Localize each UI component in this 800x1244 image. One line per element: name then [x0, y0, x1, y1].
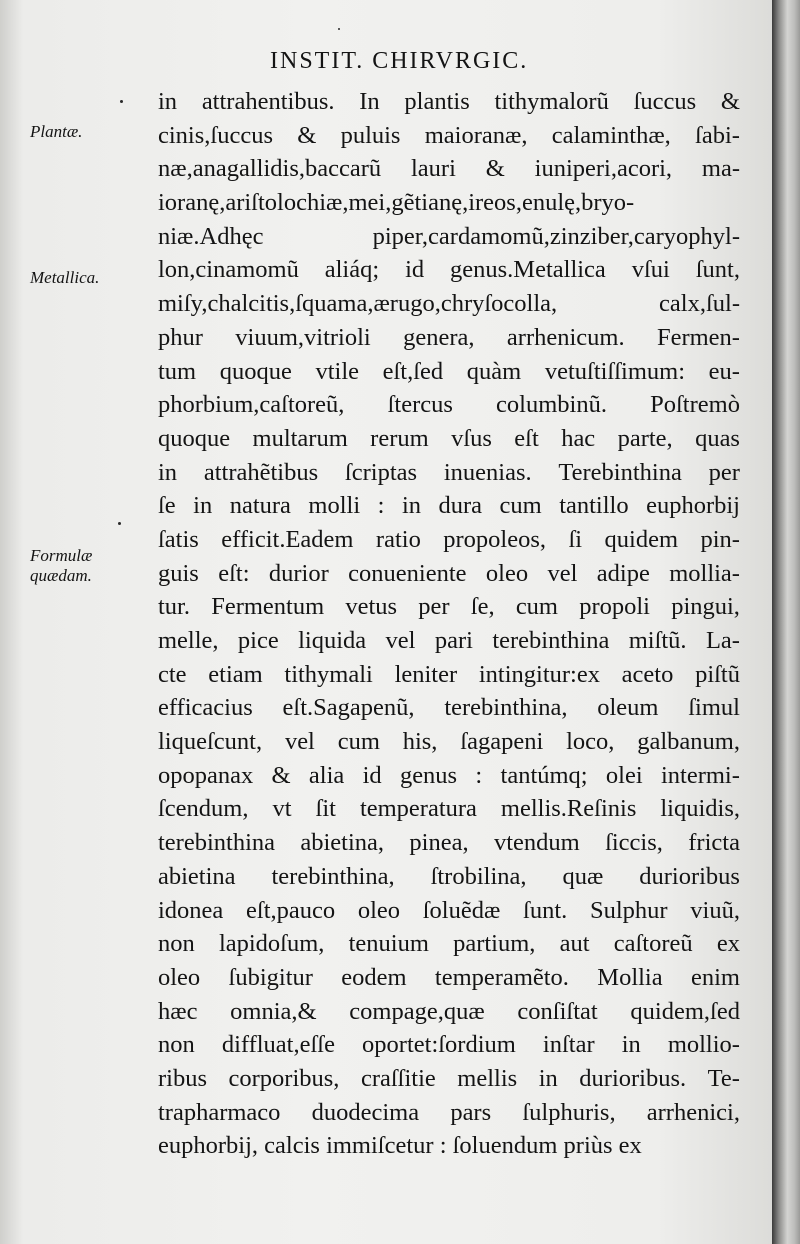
word: hac — [561, 424, 596, 452]
word: oleo — [158, 963, 201, 991]
text-line — [158, 489, 740, 523]
text-line — [158, 422, 740, 456]
page-gutter-edge — [772, 0, 800, 1244]
word: temperatura — [359, 795, 477, 823]
word: per — [418, 593, 450, 621]
word: durioribus. — [579, 1064, 687, 1092]
word: eſt,pauco — [246, 896, 336, 924]
word: puluis — [340, 121, 401, 149]
word: vel — [385, 627, 416, 654]
word: ſubigitur — [228, 963, 313, 991]
word: : — [377, 492, 385, 520]
word: oportet:ſordium — [362, 1031, 516, 1059]
word: iuniperi,acori, — [534, 155, 673, 183]
word: conueniente — [348, 559, 467, 587]
word: liqueſcunt, — [158, 728, 263, 756]
word: aut — [559, 930, 590, 958]
word: immiſcetur — [326, 1132, 440, 1160]
text-line — [158, 1062, 740, 1096]
word: quidem,ſed — [630, 997, 740, 1025]
word: La- — [705, 627, 740, 654]
word: in — [193, 492, 213, 520]
word: molli — [308, 492, 361, 520]
ink-speck — [120, 100, 123, 103]
word: loco, — [566, 728, 615, 756]
word: vſui — [631, 256, 670, 284]
word: miſtũ. — [628, 627, 687, 654]
word: eodem — [341, 963, 407, 991]
word: duodecima — [311, 1098, 420, 1126]
word: ſtercus — [387, 391, 453, 419]
word: tithymali — [284, 660, 373, 688]
word: tantúmq; — [500, 761, 588, 789]
word: rerum — [370, 424, 429, 452]
word: miſy,chalcitis,ſquama,ærugo,chryſocolla, — [158, 290, 558, 318]
word: pars — [450, 1098, 492, 1126]
word: non — [158, 1031, 195, 1059]
word: trapharmaco — [158, 1098, 281, 1126]
word: eu- — [708, 357, 740, 385]
word: Sulphur — [589, 896, 668, 924]
word: ſagapeni — [460, 728, 544, 756]
word: opopanax — [158, 761, 254, 789]
word: genera, — [403, 323, 475, 351]
word: ex — [716, 930, 740, 958]
word: lon,cinamomũ — [158, 256, 299, 284]
word: cum — [515, 593, 558, 621]
word: olei — [605, 761, 643, 789]
word: pingui, — [671, 593, 740, 621]
word: calaminthæ, — [551, 121, 671, 149]
word: Fermentum — [211, 593, 325, 621]
word: ſcriptas — [344, 458, 418, 486]
word: efficacius — [158, 694, 253, 722]
text-line — [158, 590, 740, 624]
word: næ,anagallidis,baccarũ — [158, 155, 382, 183]
word: ſe — [158, 492, 176, 520]
word: ioranę,ariſtolochiæ,mei,gẽtianę,ireos,enulę,bryo- — [158, 189, 635, 217]
word: tum — [158, 357, 197, 385]
text-line — [158, 658, 740, 692]
word: pinea, — [409, 829, 469, 857]
word: his, — [402, 728, 438, 756]
word: Terebinthina — [558, 458, 682, 486]
marginal-note-line: quædam. — [30, 566, 92, 585]
text-line — [158, 287, 740, 321]
word: id — [362, 761, 382, 789]
word: mollio- — [667, 1031, 740, 1059]
word: ſi — [568, 525, 583, 553]
word: fricta — [688, 829, 740, 857]
word: aceto — [621, 660, 674, 688]
text-line — [158, 995, 740, 1029]
word: vetuſtiſſimum: — [544, 357, 686, 385]
text-line — [158, 927, 740, 961]
word: ſabi- — [695, 121, 740, 149]
word: liquidis, — [660, 795, 740, 823]
word: ſtrobilina, — [430, 862, 527, 890]
word: euphorbij, — [158, 1132, 265, 1160]
word: ſit — [315, 795, 336, 823]
marginal-note-metallica — [30, 268, 148, 288]
word: enim — [690, 963, 740, 991]
word: terebinthina, — [444, 694, 568, 722]
word: : — [439, 1132, 453, 1160]
word: & — [297, 121, 317, 149]
word: ſunt, — [695, 256, 740, 284]
word: vtendum — [493, 829, 580, 857]
word: leniter — [394, 660, 458, 688]
text-line — [158, 253, 740, 287]
word: inſtar — [542, 1031, 595, 1059]
word: priùs — [563, 1132, 619, 1160]
text-line — [158, 388, 740, 422]
word: compage,quæ — [349, 997, 485, 1025]
word: per — [708, 458, 740, 486]
word: & — [720, 88, 740, 115]
word: vt — [272, 795, 292, 823]
word: ſcendum, — [158, 795, 249, 823]
word: quoque — [219, 357, 292, 385]
word: dura — [438, 492, 483, 520]
word: caſtoreũ — [613, 930, 693, 958]
word: Poſtremò — [650, 391, 740, 419]
word: attrahentibus. — [201, 88, 335, 115]
word: mellis — [457, 1064, 518, 1092]
word: piper,cardamomũ,zinziber,caryophyl- — [372, 222, 740, 250]
word: diffluat,eſſe — [221, 1031, 335, 1059]
word: Mollia — [597, 963, 663, 991]
word: quidem — [604, 525, 679, 553]
word: ſiccis, — [605, 829, 663, 857]
word: eſt.Sagapenũ, — [282, 694, 415, 722]
word: terebinthina, — [271, 862, 395, 890]
word: ſe, — [470, 593, 495, 621]
word: vetus — [345, 593, 398, 621]
ink-speck — [338, 28, 340, 30]
word: efficit.Eadem — [221, 525, 354, 553]
word: piſtũ — [695, 660, 740, 688]
word: temperamẽto. — [434, 963, 569, 991]
word: euphorbij — [646, 492, 740, 520]
word: ſuccus — [633, 88, 697, 115]
word: terebinthina — [158, 829, 276, 857]
word: galbanum, — [637, 728, 740, 756]
word: arrhenici, — [646, 1098, 740, 1126]
text-line — [158, 759, 740, 793]
word: multarum — [252, 424, 348, 452]
marginal-note-formulae — [30, 546, 148, 586]
text-line — [158, 894, 740, 928]
text-line — [158, 725, 740, 759]
word: vel — [547, 559, 578, 587]
word: eſt — [514, 424, 539, 452]
marginal-note-line: Metallica. — [30, 268, 100, 287]
word: columbinũ. — [496, 391, 607, 419]
text-line — [158, 321, 740, 355]
word: idonea — [158, 896, 224, 924]
marginal-note-line: Formulæ — [30, 546, 93, 565]
word: adipe — [596, 559, 650, 587]
text-line — [158, 624, 740, 658]
word: abietina — [158, 862, 236, 890]
word: maioranæ, — [424, 121, 528, 149]
word: : — [475, 761, 483, 789]
text-line — [158, 456, 740, 490]
word: tenuium — [348, 930, 429, 958]
word: ſoluẽdæ — [422, 896, 501, 924]
word: intingitur:ex — [478, 660, 600, 688]
text-line — [158, 355, 740, 389]
word: omnia,& — [230, 997, 317, 1025]
word: genus.Metallica — [450, 256, 606, 284]
word: calx,ſul- — [659, 290, 740, 318]
text-line — [158, 523, 740, 557]
word: ſulphuris, — [522, 1098, 616, 1126]
word: conſiſtat — [517, 997, 598, 1025]
word: & — [485, 155, 505, 183]
word: parte, — [617, 424, 673, 452]
word: durior — [268, 559, 329, 587]
word: vel — [284, 728, 315, 756]
text-line — [158, 826, 740, 860]
word: in — [538, 1064, 558, 1092]
word: cum — [337, 728, 380, 756]
text-line — [158, 557, 740, 591]
word: natura — [229, 492, 291, 520]
word: viuum,vitrioli — [235, 323, 371, 351]
word: ſatis — [158, 525, 199, 553]
ink-speck — [118, 522, 121, 525]
word: lapidoſum, — [218, 930, 325, 958]
word: in — [621, 1031, 641, 1059]
text-line — [158, 860, 740, 894]
word: phur — [158, 323, 203, 351]
word: durioribus — [639, 862, 740, 890]
word: craſſitie — [360, 1064, 436, 1092]
word: phorbium,caſtoreũ, — [158, 391, 345, 419]
text-line — [158, 792, 740, 826]
word: oleo — [485, 559, 529, 587]
word: mellis.Reſinis — [500, 795, 637, 823]
word: hæc — [158, 997, 198, 1025]
text-line — [158, 152, 740, 186]
word: aliáq; — [324, 256, 380, 284]
word: quàm — [466, 357, 522, 385]
word: cum — [499, 492, 542, 520]
word: genus — [399, 761, 458, 789]
word: propoleos, — [443, 525, 547, 553]
text-line — [158, 186, 740, 220]
word: liquida — [298, 627, 367, 654]
text-line — [158, 961, 740, 995]
word: cte — [158, 660, 187, 688]
word: Te- — [707, 1064, 740, 1092]
word: terebinthina — [492, 627, 610, 654]
word: attrahẽtibus — [203, 458, 319, 486]
word: id — [405, 256, 425, 284]
word: & — [271, 761, 291, 789]
word: partium, — [453, 930, 536, 958]
word: eſt: — [218, 559, 250, 587]
word: viuũ, — [690, 896, 740, 924]
word: pice — [237, 627, 279, 654]
word: corporibus, — [228, 1064, 340, 1092]
text-line — [158, 691, 740, 725]
word: melle, — [158, 627, 219, 654]
word: niæ.Adhęc — [158, 222, 264, 250]
word: alia — [308, 761, 345, 789]
word: cinis,ſuccus — [158, 121, 273, 149]
word: propoli — [579, 593, 650, 621]
text-line — [158, 1096, 740, 1130]
word: ſimul — [688, 694, 740, 722]
word: tur. — [158, 593, 190, 621]
word: in — [401, 492, 421, 520]
text-line — [158, 119, 740, 153]
word: etiam — [208, 660, 263, 688]
word: in — [158, 88, 178, 115]
word: lauri — [410, 155, 456, 183]
word: ex — [618, 1132, 642, 1160]
running-head: INSTIT. CHIRVRGIC. — [270, 48, 529, 74]
word: in — [158, 458, 178, 486]
word: oleo — [357, 896, 401, 924]
text-line — [158, 1129, 740, 1163]
word: ribus — [158, 1064, 207, 1092]
word: pin- — [700, 525, 740, 553]
word: abietina, — [300, 829, 385, 857]
word: mollia- — [669, 559, 740, 587]
word: In — [359, 88, 380, 115]
word: tantillo — [559, 492, 629, 520]
word: inuenias. — [443, 458, 532, 486]
text-line — [158, 85, 740, 119]
marginal-note-plantae — [30, 122, 148, 142]
word: tithymalorũ — [494, 88, 609, 115]
word: ma- — [701, 155, 740, 183]
word: ſoluendum — [452, 1132, 564, 1160]
word: oleum — [597, 694, 659, 722]
word: quoque — [158, 424, 231, 452]
marginal-note-line: Plantæ. — [30, 122, 83, 141]
main-text-block — [158, 85, 740, 1163]
word: intermi- — [660, 761, 740, 789]
word: pari — [434, 627, 473, 654]
word: vſus — [451, 424, 492, 452]
word: guis — [158, 559, 199, 587]
word: eſt,ſed — [382, 357, 444, 385]
word: non — [158, 930, 195, 958]
text-line — [158, 220, 740, 254]
word: arrhenicum. — [506, 323, 625, 351]
word: quas — [695, 424, 740, 452]
word: vtile — [315, 357, 360, 385]
word: ſunt. — [523, 896, 568, 924]
word: ratio — [375, 525, 421, 553]
word: calcis — [264, 1132, 327, 1160]
text-line — [158, 1028, 740, 1062]
word: Fermen- — [656, 323, 740, 351]
word: quæ — [562, 862, 604, 890]
word: plantis — [404, 88, 470, 115]
